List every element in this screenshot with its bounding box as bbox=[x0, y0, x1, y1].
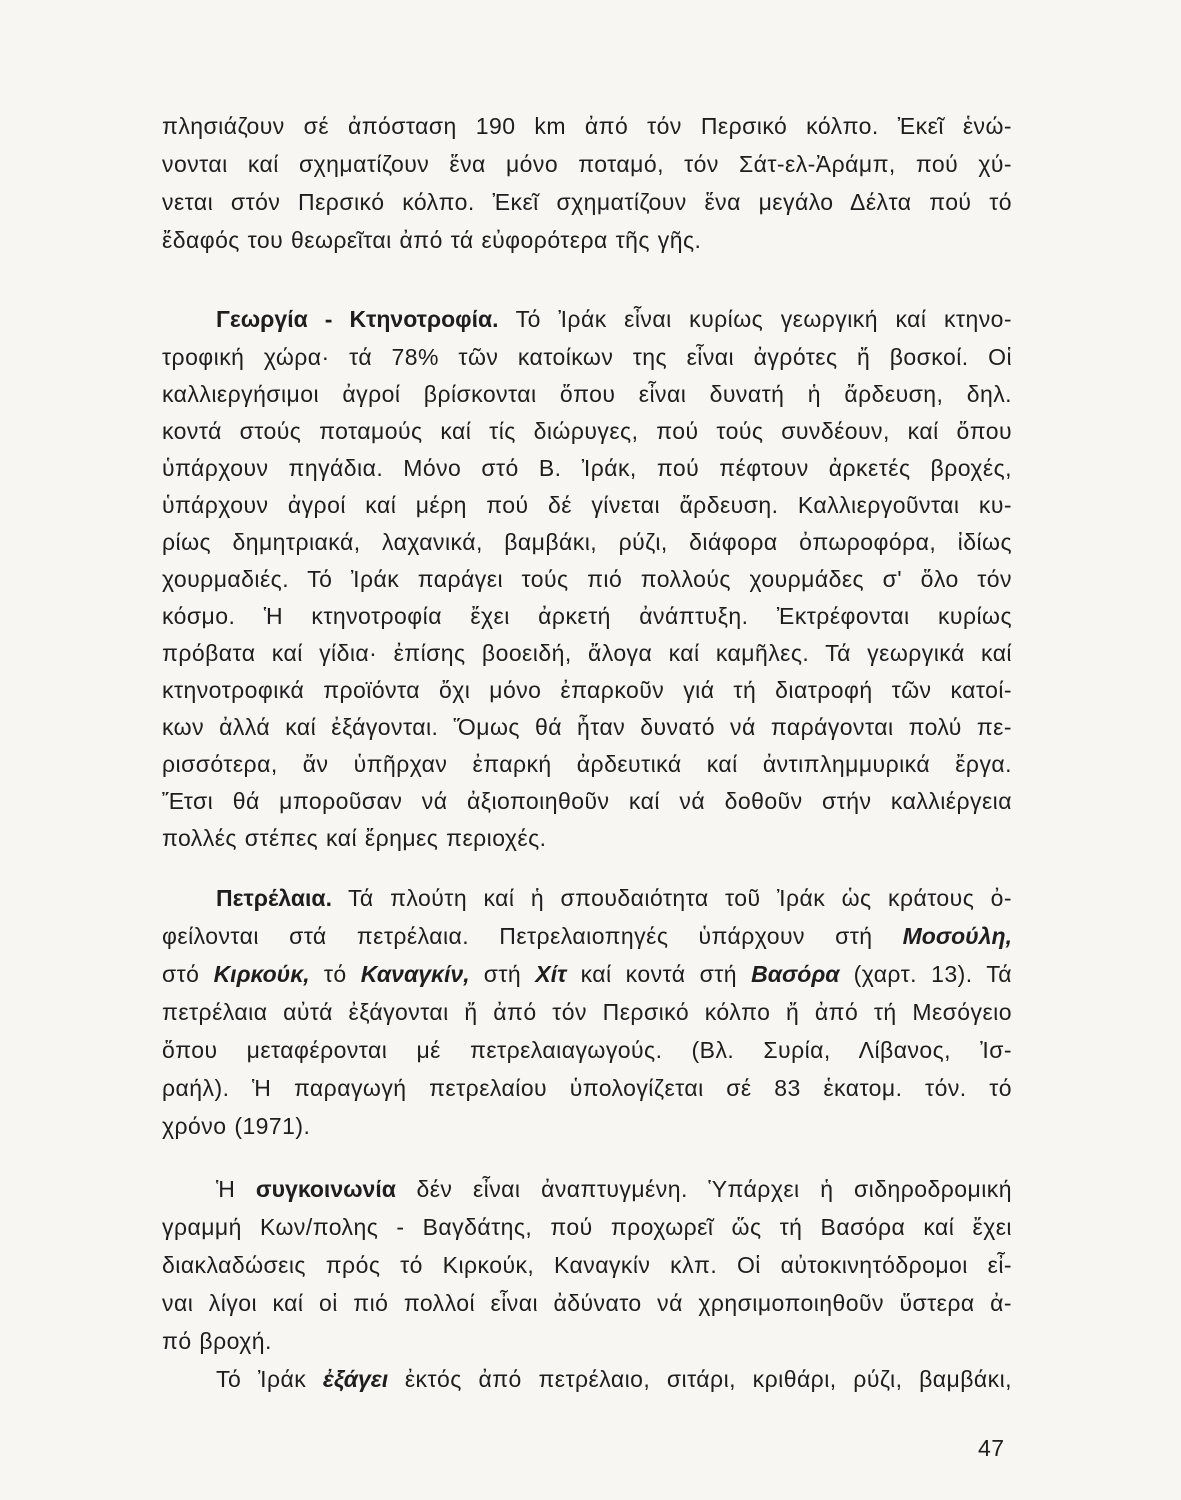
text-line: ὑπάρχουν πηγάδια. Μόνο στό Β. Ἰράκ, πού πέφτουν ἀρκετές βροχές, bbox=[162, 455, 1012, 481]
text-fragment: στό bbox=[162, 961, 214, 987]
text-fragment: Τό Ἰράκ bbox=[216, 1366, 323, 1392]
text-line bbox=[216, 1363, 1012, 1395]
text-line: κων ἀλλά καί ἐξάγονται. Ὅμως θά ἦταν δυνατό νά παράγονται πολύ πε- bbox=[162, 714, 1012, 740]
text-fragment: (χαρτ. 13). Τά bbox=[839, 961, 1012, 987]
place-name-mosul: Μοσούλη, bbox=[902, 923, 1012, 949]
place-name-khanaqin: Καναγκίν, bbox=[360, 961, 470, 987]
text-line: ἔδαφός του θεωρεῖται ἀπό τά εὐφορότερα τῆς γῆς. bbox=[162, 227, 702, 253]
section-heading-agriculture: Γεωργία - Κτηνοτροφία. bbox=[216, 306, 499, 332]
text-line: Ἔτσι θά μποροῦσαν νά ἀξιοποιηθοῦν καί νά δοθοῦν στήν καλλιέργεια bbox=[162, 788, 1012, 814]
place-name-basra: Βασόρα bbox=[751, 961, 840, 987]
text-line: χρόνο (1971). bbox=[162, 1113, 311, 1139]
text-fragment: Ἡ bbox=[216, 1176, 256, 1202]
text-fragment: δέν εἶναι ἀναπτυγμένη. Ὑπάρχει ἡ σιδηροδρομική bbox=[395, 1176, 1012, 1202]
text-line bbox=[216, 882, 1012, 914]
text-line: πλησιάζουν σέ ἀπόσταση 190 km ἀπό τόν Περσικό κόλπο. Ἐκεῖ ἑνώ- bbox=[162, 113, 1012, 139]
text-line: καλλιεργήσιμοι ἀγροί βρίσκονται ὅπου εἶναι δυνατή ἡ ἄρδευση, δηλ. bbox=[162, 381, 1012, 407]
text-line: πολλές στέπες καί ἔρημες περιοχές. bbox=[162, 825, 547, 851]
text-line: διακλαδώσεις πρός τό Κιρκούκ, Καναγκίν κλπ. Οἱ αὐτοκινητόδρομοι εἶ- bbox=[162, 1252, 1012, 1278]
keyword-communications: συγκοινωνία bbox=[255, 1176, 396, 1202]
text-line: κτηνοτροφικά προϊόντα ὄχι μόνο ἐπαρκοῦν γιά τή διατροφή τῶν κατοί- bbox=[162, 677, 1012, 703]
text-line: νονται καί σχηματίζουν ἕνα μόνο ποταμό, τόν Σάτ-ελ-Ἀράμπ, πού χύ- bbox=[162, 151, 1012, 177]
place-name-hit: Χίτ bbox=[535, 961, 567, 987]
text-fragment: Τό Ἰράκ εἶναι κυρίως γεωργική καί κτηνο- bbox=[498, 306, 1012, 332]
text-fragment: καί κοντά στή bbox=[566, 961, 752, 987]
text-line: ὑπάρχουν ἀγροί καί μέρη πού δέ γίνεται ἄρδευση. Καλλιεργοῦνται κυ- bbox=[162, 492, 1012, 518]
text-line: τροφική χώρα· τά 78% τῶν κατοίκων της εἶναι ἀγρότες ἤ βοσκοί. Οἱ bbox=[162, 344, 1012, 370]
text-line: ὅπου μεταφέρονται μέ πετρελαιαγωγούς. (Βλ. Συρία, Λίβανος, Ἰσ- bbox=[162, 1037, 1012, 1063]
page-number: 47 bbox=[978, 1435, 1005, 1461]
section-heading-oil: Πετρέλαια. bbox=[216, 885, 332, 911]
text-fragment: στή bbox=[469, 961, 536, 987]
text-line: κοντά στούς ποταμούς καί τίς διώρυγες, πού τούς συνδέουν, καί ὅπου bbox=[162, 418, 1012, 444]
text-line: νεται στόν Περσικό κόλπο. Ἐκεῖ σχηματίζουν ἕνα μεγάλο Δέλτα πού τό bbox=[162, 189, 1012, 215]
text-line bbox=[162, 958, 1012, 990]
text-fragment: Τά πλούτη καί ἡ σπουδαιότητα τοῦ Ἰράκ ὡς κράτους ὀ- bbox=[331, 885, 1012, 911]
text-line: ραήλ). Ἡ παραγωγή πετρελαίου ὑπολογίζεται σέ 83 ἑκατομ. τόν. τό bbox=[162, 1075, 1012, 1101]
text-fragment: ἐκτός ἀπό πετρέλαιο, σιτάρι, κριθάρι, ρύζι, βαμβάκι, bbox=[388, 1366, 1012, 1392]
text-line: γραμμή Κων/πολης - Βαγδάτης, πού προχωρεῖ ὥς τή Βασόρα καί ἔχει bbox=[162, 1214, 1012, 1240]
text-line: κόσμο. Ἡ κτηνοτροφία ἔχει ἀρκετή ἀνάπτυξη. Ἐκτρέφονται κυρίως bbox=[162, 603, 1012, 629]
text-line: πρόβατα καί γίδια· ἐπίσης βοοειδή, ἄλογα καί καμῆλες. Τά γεωργικά καί bbox=[162, 640, 1012, 666]
text-line: πετρέλαια αὐτά ἐξάγονται ἤ ἀπό τόν Περσικό κόλπο ἤ ἀπό τή Μεσόγειο bbox=[162, 999, 1012, 1025]
text-line: ναι λίγοι καί οἱ πιό πολλοί εἶναι ἀδύνατο νά χρησιμοποιηθοῦν ὕστερα ἀ- bbox=[162, 1290, 1012, 1316]
text-line: ρισσότερα, ἄν ὑπῆρχαν ἐπαρκή ἀρδευτικά καί ἀντιπλημμυρικά ἔργα. bbox=[162, 751, 1012, 777]
text-line: πό βροχή. bbox=[162, 1328, 272, 1354]
text-line bbox=[216, 1173, 1012, 1205]
text-line bbox=[216, 303, 1012, 335]
keyword-exports: ἐξάγει bbox=[322, 1366, 389, 1392]
text-fragment: φείλονται στά πετρέλαια. Πετρελαιοπηγές ὑπάρχουν στή bbox=[162, 923, 903, 949]
text-line bbox=[162, 920, 1012, 952]
text-line: χουρμαδιές. Τό Ἰράκ παράγει τούς πιό πολλούς χουρμάδες σ' ὅλο τόν bbox=[162, 566, 1012, 592]
place-name-kirkuk: Κιρκούκ, bbox=[213, 961, 310, 987]
text-line: ρίως δημητριακά, λαχανικά, βαμβάκι, ρύζι, διάφορα ὀπωροφόρα, ἰδίως bbox=[162, 529, 1012, 555]
text-fragment: τό bbox=[309, 961, 361, 987]
